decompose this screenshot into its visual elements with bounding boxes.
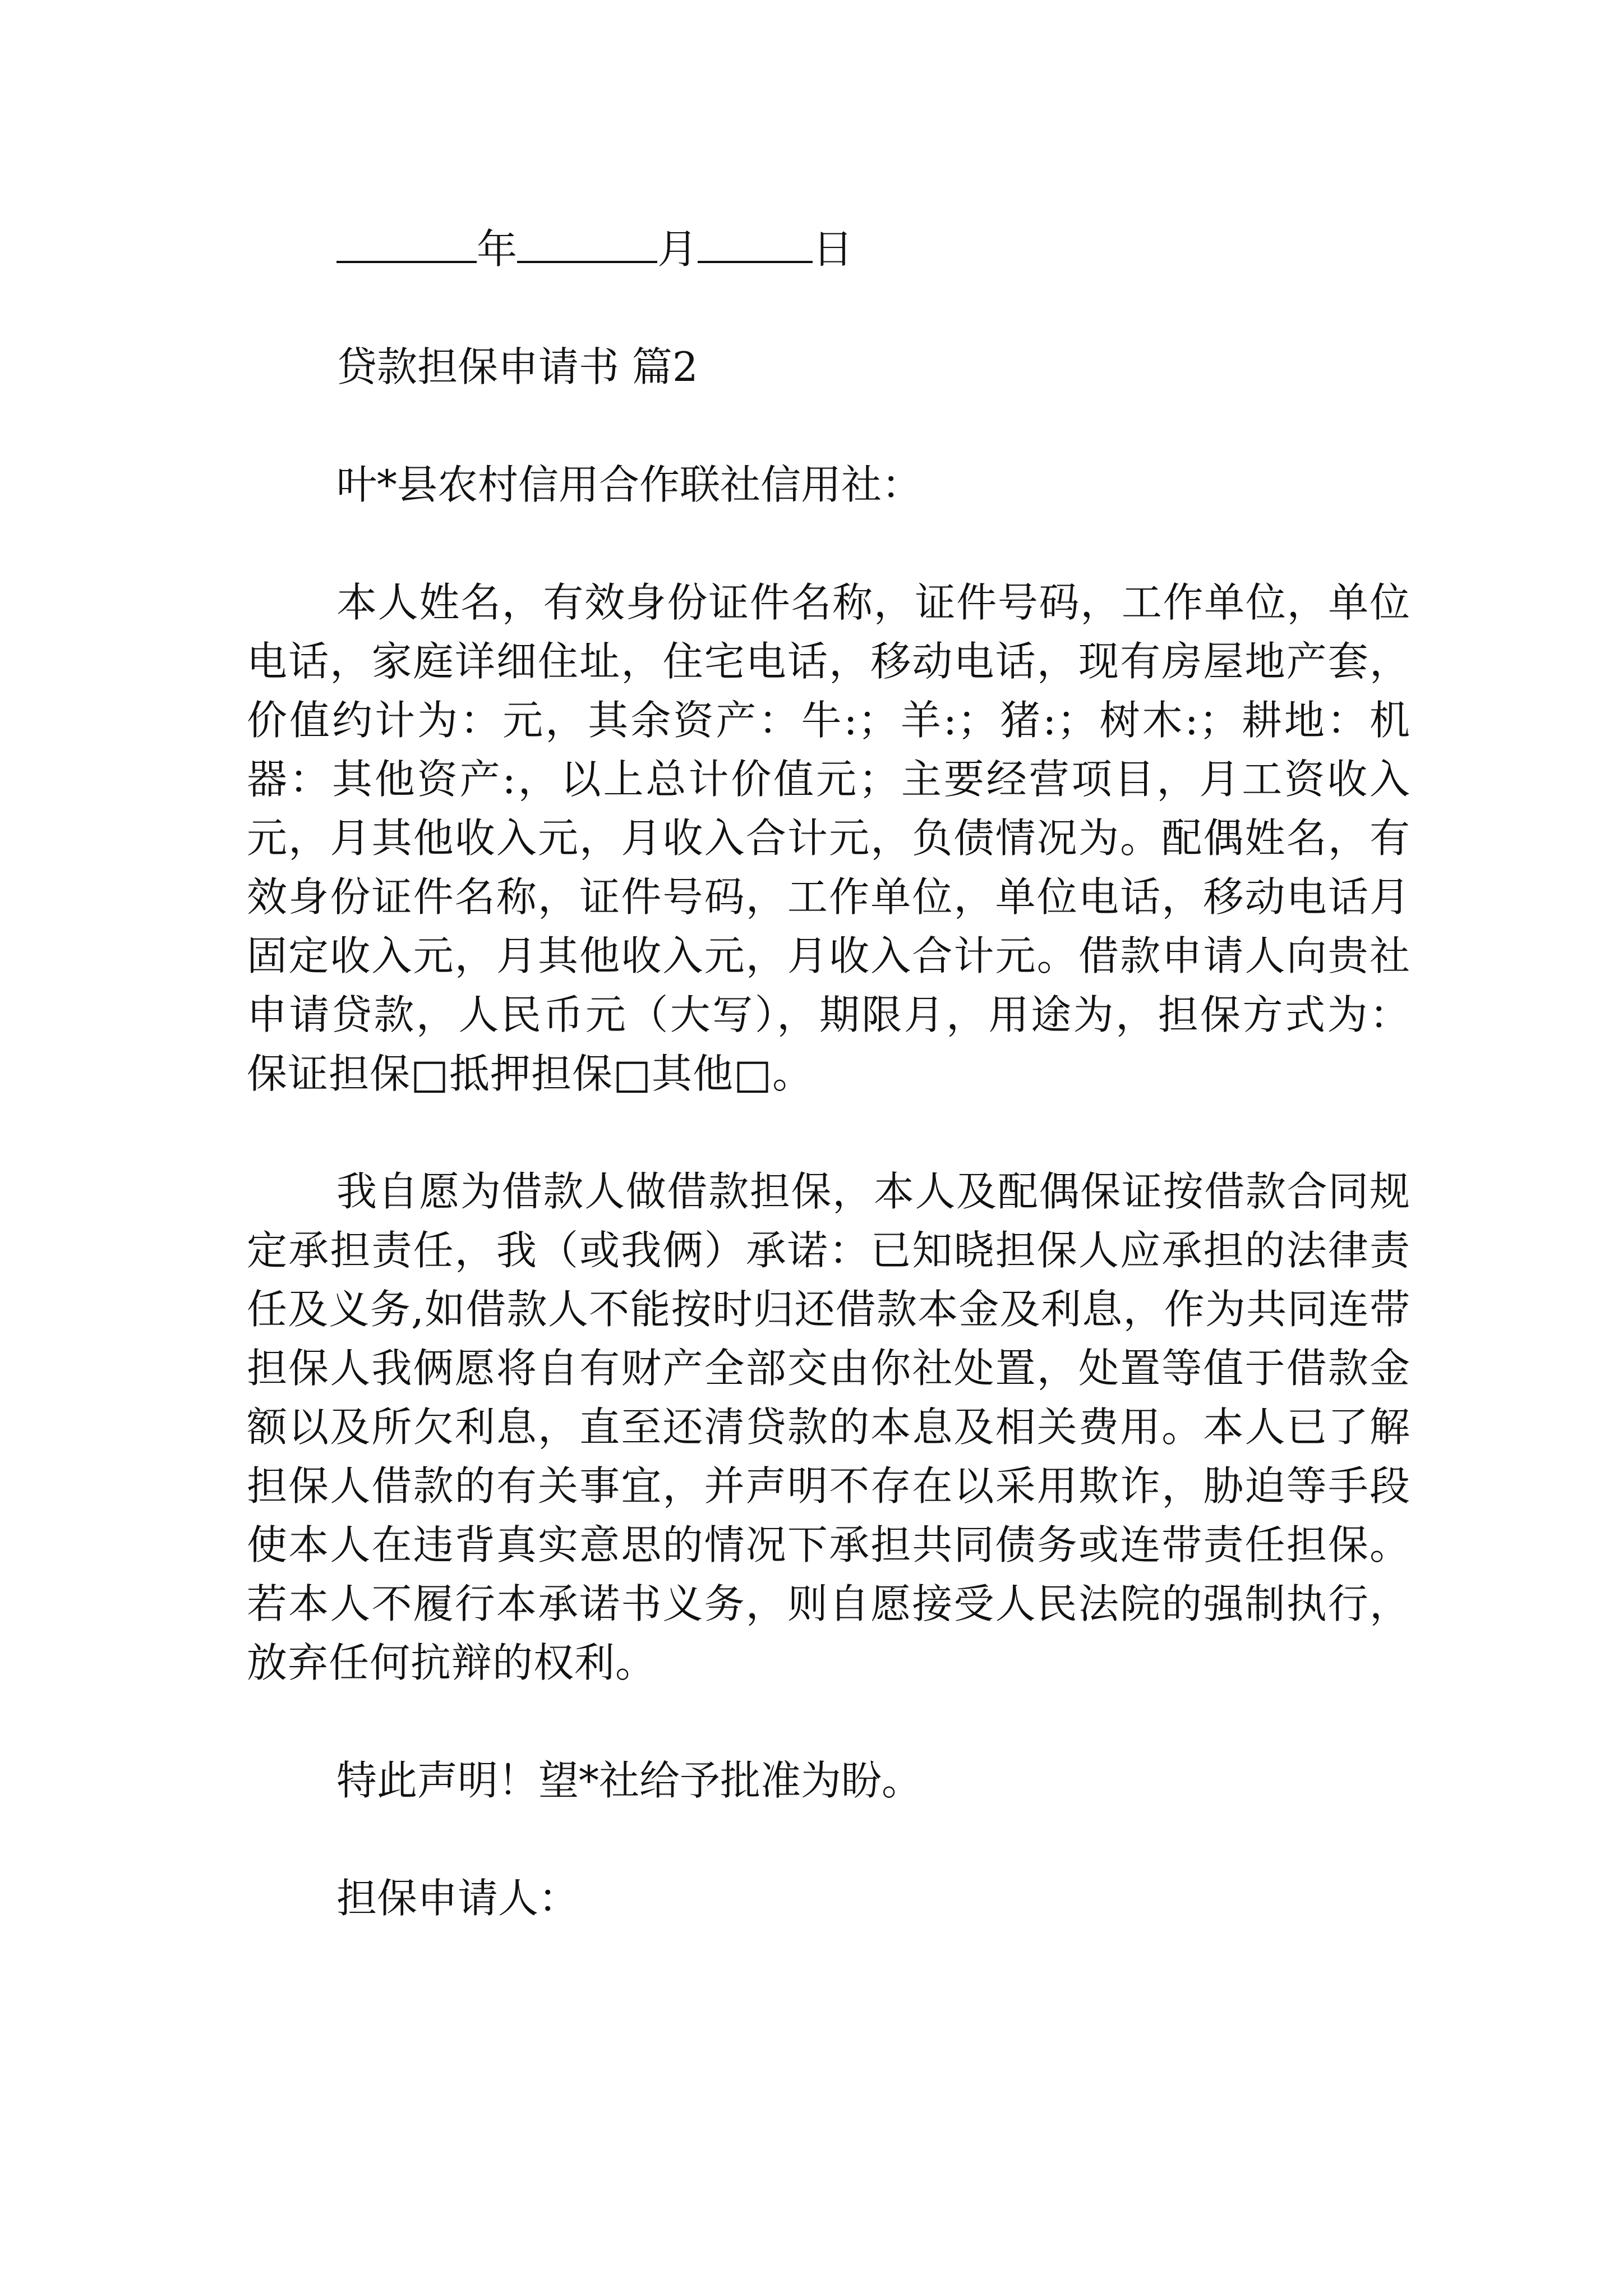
date-line — [247, 220, 1410, 279]
year-label: 年 — [477, 226, 518, 273]
month-label: 月 — [657, 226, 698, 273]
addressee: 叶*县农村信用合作联社信用社： — [336, 461, 923, 508]
month-blank — [517, 222, 657, 263]
paragraph-applicant-info: 本人姓名，有效身份证件名称，证件号码，工作单位，单位电话，家庭详细住址，住宅电话，移动电话，现有房屋地产套，价值约计为：元，其余资产：牛:；羊:；猪:；树木:；耕地：机器：其他资产:，以上总计价值元；主要经营项目，月工资收入元，月其他收入元，月收入合计元，负债情况为。配偶姓名，有效身份证件名称，证件号码，工作单位，单位电话，移动电话月固定收入元，月其他收入元，月收入合计元。借款申请人向贵社申请贷款，人民币元（大写），期限月，用途为，担保方式为：保证担保□抵押担保□其他□。 — [247, 579, 1410, 1097]
day-label: 日 — [813, 226, 854, 273]
signature-label: 担保申请人： — [336, 1875, 579, 1922]
paragraph-guarantee-statement: 我自愿为借款人做借款担保，本人及配偶保证按借款合同规定承担责任，我（或我俩）承诺：已知晓担保人应承担的法律责任及义务,如借款人不能按时归还借款本金及利息，作为共同连带担保人我俩愿将自有财产全部交由你社处置，处置等值于借款金额以及所欠利息，直至还清贷款的本息及相关费用。本人已了解担保人借款的有关事宜，并声明不存在以采用欺诈，胁迫等手段使本人在违背真实意思的情况下承担共同债务或连带责任担保。若本人不履行本承诺书义务，则自愿接受人民法院的强制执行，放弃任何抗辩的权利。 — [247, 1168, 1410, 1686]
document-heading: 贷款担保申请书 篇2 — [336, 343, 698, 390]
closing-statement: 特此声明！望*社给予批准为盼。 — [336, 1757, 923, 1804]
document-body — [247, 220, 1410, 1987]
year-blank — [336, 222, 477, 263]
day-blank — [698, 222, 813, 263]
